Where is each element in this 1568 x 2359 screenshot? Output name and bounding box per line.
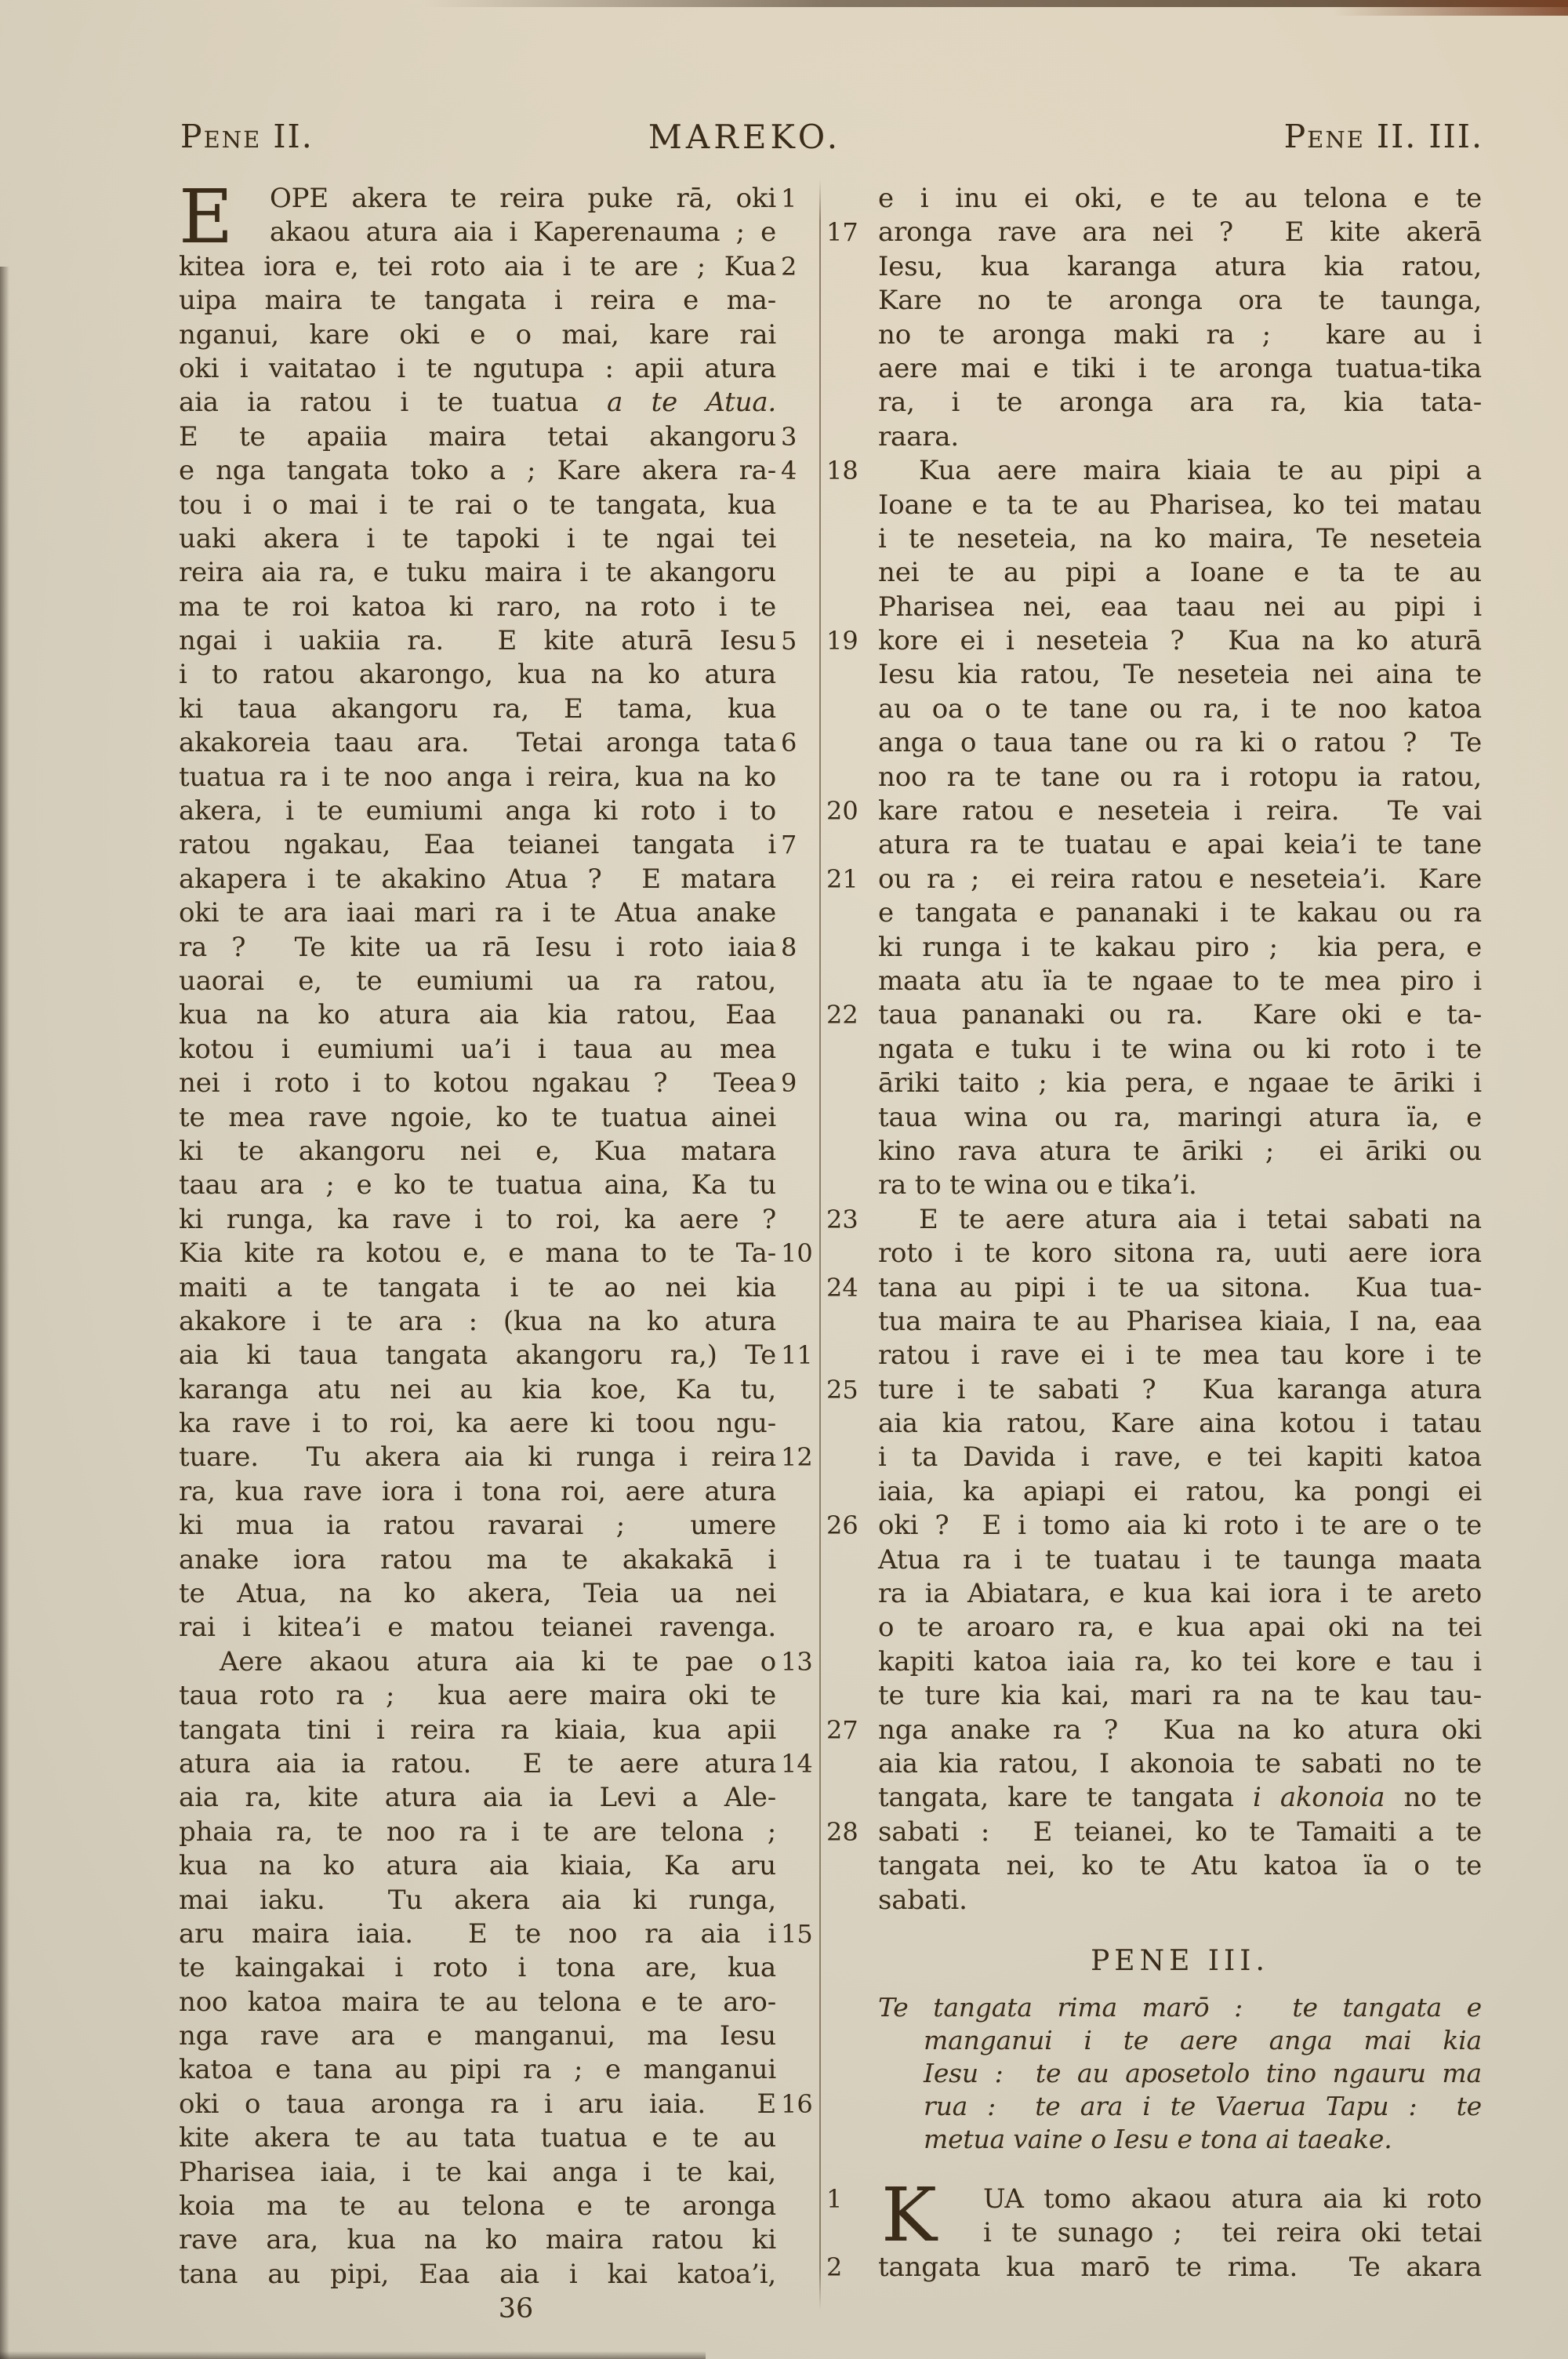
text-line bbox=[179, 726, 797, 760]
text-line bbox=[179, 489, 776, 522]
verse-number: 18 bbox=[826, 456, 858, 486]
text-line bbox=[878, 489, 1482, 522]
body-text: aere mai e tiki i te aronga tuatua-tika bbox=[878, 352, 1482, 384]
body-text: nganui, kare oki e o mai, kare rai bbox=[179, 318, 776, 351]
body-text: akera, i te eumiumi anga ki roto i to bbox=[179, 795, 776, 827]
body-text: i to ratou akarongo, kua na ko atura bbox=[179, 659, 776, 691]
verse-number: 26 bbox=[826, 1510, 858, 1541]
body-text: aia kia ratou, Kare aina kotou i tatau bbox=[878, 1408, 1482, 1440]
body-text: ra, kua rave iora i tona roi, aere atura bbox=[179, 1475, 776, 1507]
body-text: e i inu ei oki, e te au telona e te bbox=[878, 183, 1482, 214]
text-line bbox=[179, 1986, 776, 2019]
text-line bbox=[878, 1884, 1482, 1917]
italic-text: a te Atua. bbox=[607, 387, 777, 419]
body-text: ou ra ; ei reira ratou e neseteia’i. Kare bbox=[878, 863, 1482, 895]
body-text: ka rave i to roi, ka aere ki toou ngu- bbox=[179, 1408, 776, 1440]
running-head-title: MAREKO. bbox=[648, 118, 842, 156]
text-line bbox=[179, 1475, 776, 1509]
body-text: aia ki taua tangata akangoru ra,) Te bbox=[179, 1339, 776, 1372]
text-line bbox=[179, 1849, 776, 1883]
body-text: oki ? E i tomo aia ki roto i te are o te bbox=[878, 1510, 1482, 1542]
body-text: Atua ra i te tuatau i te taunga maata bbox=[878, 1543, 1482, 1576]
body-text: kare ratou e neseteia i reira. Te vai bbox=[878, 795, 1482, 827]
body-text: kua na ko atura aia kiaia, Ka aru bbox=[179, 1850, 776, 1882]
body-text: ra, i te aronga ara ra, kia tata- bbox=[878, 387, 1482, 419]
italic-text: i akonoia bbox=[1252, 1782, 1385, 1814]
photo-edge-bottom bbox=[0, 2351, 706, 2359]
body-text: kore ei i neseteia ? Kua na ko aturā bbox=[878, 625, 1482, 657]
text-line bbox=[179, 1611, 776, 1645]
body-text: kua na ko atura aia kia ratou, Eaa bbox=[179, 999, 776, 1031]
body-text: e nga tangata toko a ; Kare akera ra- bbox=[179, 455, 776, 487]
body-text: rai i kitea’i e matou teianei ravenga. bbox=[179, 1612, 776, 1644]
body-text: akakore i te ara : (kua na ko atura bbox=[179, 1305, 776, 1337]
text-line bbox=[179, 1781, 776, 1815]
text-line bbox=[878, 2216, 1482, 2250]
body-text: Kua aere maira kiaia te au pipi a bbox=[919, 455, 1482, 487]
text-line bbox=[179, 318, 776, 352]
body-text: aronga rave ara nei ? E kite akerā bbox=[878, 216, 1482, 249]
text-line bbox=[878, 591, 1482, 624]
body-text: mai iaku. Tu akera aia ki runga, bbox=[179, 1884, 776, 1916]
verse-number: 23 bbox=[826, 1204, 858, 1234]
text-line bbox=[179, 1884, 776, 1917]
text-line bbox=[826, 2251, 1482, 2284]
body-text: ki runga i te kakau piro ; kia pera, e bbox=[878, 931, 1482, 963]
body-text: te kaingakai i roto i tona are, kua bbox=[179, 1952, 776, 1984]
text-line bbox=[878, 1611, 1482, 1645]
body-text: anga o taua tane ou ra ki o ratou ? Te bbox=[878, 727, 1482, 759]
body-text: ki te akangoru nei e, Kua matara bbox=[179, 1135, 776, 1167]
body-text: Iesu, kua karanga atura kia ratou, bbox=[878, 250, 1482, 282]
text-line bbox=[826, 1816, 1482, 1849]
verse-number: 14 bbox=[781, 1748, 813, 1779]
body-text: OPE akera te reira puke rā, oki bbox=[270, 183, 776, 214]
body-text: tana au pipi i te ua sitona. Kua tua- bbox=[878, 1271, 1482, 1303]
body-text: anake iora ratou ma te akakakā i bbox=[179, 1543, 776, 1576]
verse-number: 17 bbox=[826, 217, 858, 248]
text-line bbox=[878, 420, 1482, 454]
body-text: i te sunago ; tei reira oki tetai bbox=[983, 2217, 1482, 2249]
text-line bbox=[878, 1407, 1482, 1441]
body-text: ra ia Abiatara, e kua kai iora i te areto bbox=[878, 1578, 1482, 1610]
text-line bbox=[878, 692, 1482, 726]
chapter-summary-line bbox=[878, 2024, 1482, 2057]
verse-number: 11 bbox=[781, 1340, 813, 1371]
body-text: akaou atura aia i Kaperenauma ; e bbox=[270, 216, 776, 249]
body-text: no te aronga maki ra ; kare au i bbox=[878, 318, 1482, 351]
text-line bbox=[179, 1373, 776, 1407]
body-text: aia ra, kite atura aia ia Levi a Ale- bbox=[179, 1782, 776, 1814]
body-text: e tangata e pananaki i te kakau ou ra bbox=[878, 897, 1482, 929]
body-text: te Atua, na ko akera, Teia ua nei bbox=[179, 1578, 776, 1610]
text-line bbox=[179, 454, 797, 488]
text-line bbox=[878, 761, 1482, 794]
text-line bbox=[179, 1543, 776, 1577]
body-text: tangata kua marō te rima. Te akara bbox=[878, 2251, 1482, 2283]
body-text: PENE III. bbox=[1091, 1944, 1269, 1977]
body-text: taau ara ; e ko te tuatua aina, Ka tu bbox=[179, 1169, 776, 1201]
text-line bbox=[179, 1237, 813, 1270]
body-text: raara. bbox=[878, 420, 959, 453]
photo-edge-corner bbox=[1333, 0, 1568, 16]
body-text: taua wina ou ra, maringi atura ïa, e bbox=[878, 1101, 1482, 1133]
chapter-summary-line bbox=[878, 1991, 1482, 2024]
text-line bbox=[878, 284, 1482, 318]
body-text: uipa maira te tangata i reira e ma- bbox=[179, 285, 776, 317]
text-line bbox=[878, 1101, 1482, 1135]
body-text: tangata, kare te tangata bbox=[878, 1782, 1253, 1814]
text-line bbox=[179, 1951, 776, 1985]
text-line bbox=[179, 591, 776, 624]
text-line bbox=[826, 1714, 1482, 1747]
body-text: taua pananaki ou ra. Kare oki e ta- bbox=[878, 999, 1482, 1031]
text-line bbox=[179, 658, 776, 692]
text-line bbox=[878, 1679, 1482, 1713]
text-line bbox=[878, 1543, 1482, 1577]
body-text: ratou i rave ei i te mea tau kore i te bbox=[878, 1339, 1482, 1372]
text-line bbox=[878, 1169, 1482, 1202]
text-line bbox=[826, 216, 1482, 249]
body-text: E te apaiia maira tetai akangoru bbox=[179, 420, 776, 453]
body-text: oki i vaitatao i te ngutupa : apii atura bbox=[179, 352, 776, 384]
body-text: kitea iora e, tei roto aia i te are ; Kua bbox=[179, 250, 776, 282]
text-line bbox=[179, 522, 776, 556]
body-text: noo katoa maira te au telona e te aro- bbox=[179, 1986, 776, 2018]
text-line bbox=[179, 761, 776, 794]
body-text: sabati. bbox=[878, 1884, 967, 1916]
body-text: nga anake ra ? Kua na ko atura oki bbox=[878, 1714, 1482, 1746]
body-text: maata atu ïa te ngaae to te mea piro i bbox=[878, 965, 1482, 997]
body-text: tuare. Tu akera aia ki runga i reira bbox=[179, 1441, 776, 1474]
body-text: tou i o mai i te rai o te tangata, kua bbox=[179, 489, 776, 521]
body-text: sabati : E teianei, ko te Tamaiti a te bbox=[878, 1816, 1482, 1848]
body-text: aia kia ratou, I akonoia te sabati no te bbox=[878, 1747, 1482, 1779]
text-line bbox=[179, 863, 776, 896]
text-line bbox=[179, 2156, 776, 2190]
text-line bbox=[826, 1509, 1482, 1543]
right-column bbox=[826, 182, 1482, 2284]
photo-edge-left bbox=[0, 267, 9, 2359]
body-text: ki mua ia ratou ravarai ; umere bbox=[179, 1510, 776, 1542]
text-line bbox=[878, 1577, 1482, 1611]
text-line bbox=[878, 556, 1482, 590]
body-text: Iesu kia ratou, Te neseteia nei aina te bbox=[878, 659, 1482, 691]
text-line bbox=[878, 828, 1482, 862]
body-text: ngata e tuku i te wina ou ki roto i te bbox=[878, 1033, 1482, 1065]
text-line bbox=[878, 931, 1482, 965]
text-line bbox=[179, 1747, 813, 1781]
verse-number: 2 bbox=[826, 2252, 843, 2282]
body-text: Iesu : te au aposetolo tino ngauru ma bbox=[924, 2057, 1482, 2088]
text-line bbox=[878, 965, 1482, 998]
text-line bbox=[179, 998, 776, 1032]
body-text: ki taua akangoru ra, E tama, kua bbox=[179, 692, 776, 725]
text-line bbox=[179, 828, 797, 862]
text-line bbox=[179, 216, 776, 249]
text-line bbox=[878, 250, 1482, 284]
text-line bbox=[179, 1816, 776, 1849]
text-line bbox=[878, 182, 1482, 216]
body-text: uaki akera i te tapoki i te ngai tei bbox=[179, 522, 776, 554]
text-line bbox=[826, 624, 1482, 658]
text-line bbox=[179, 1305, 776, 1339]
text-line bbox=[179, 2088, 813, 2121]
text-line bbox=[878, 1067, 1482, 1100]
text-line bbox=[878, 896, 1482, 930]
text-line bbox=[878, 1441, 1482, 1474]
body-text: ra to te wina ou e tika’i. bbox=[878, 1169, 1197, 1201]
text-line bbox=[878, 1747, 1482, 1781]
body-text: no te bbox=[1385, 1782, 1482, 1814]
body-text: taua roto ra ; kua aere maira oki te bbox=[179, 1680, 776, 1712]
text-line bbox=[179, 352, 776, 386]
verse-number: 25 bbox=[826, 1374, 858, 1405]
text-line bbox=[179, 1509, 776, 1543]
running-head-right: Pene II. III. bbox=[1283, 118, 1483, 155]
text-line bbox=[179, 1917, 813, 1951]
body-text: maiti a te tangata i te ao nei kia bbox=[179, 1271, 776, 1303]
text-line bbox=[179, 2223, 776, 2257]
text-line bbox=[179, 1714, 776, 1747]
body-text: kapiti katoa iaia ra, ko tei kore e tau i bbox=[878, 1645, 1482, 1677]
text-line bbox=[179, 1339, 813, 1372]
body-text: nei i roto i to kotou ngakau ? Teea bbox=[179, 1067, 776, 1100]
body-text: i ta Davida i rave, e tei kapiti katoa bbox=[878, 1441, 1482, 1474]
verse-number: 4 bbox=[781, 456, 797, 486]
body-text: ki runga, ka rave i to roi, ka aere ? bbox=[179, 1203, 776, 1235]
text-line bbox=[878, 386, 1482, 420]
text-line bbox=[878, 1781, 1482, 1815]
body-text: tua maira te au Pharisea kiaia, I na, eaa bbox=[878, 1305, 1482, 1337]
text-line bbox=[179, 2053, 776, 2087]
text-line bbox=[179, 2190, 776, 2223]
text-line bbox=[179, 1407, 776, 1441]
verse-number: 15 bbox=[781, 1918, 813, 1949]
running-head-left: Pene II. bbox=[180, 118, 314, 155]
verse-number: 3 bbox=[781, 421, 797, 452]
body-text: E te aere atura aia i tetai sabati na bbox=[919, 1203, 1482, 1235]
body-text: manganui i te aere anga mai kia bbox=[924, 2024, 1482, 2055]
body-text: koia ma te au telona e te aronga bbox=[179, 2190, 776, 2223]
verse-number: 21 bbox=[826, 863, 858, 894]
verse-number: 24 bbox=[826, 1272, 858, 1303]
text-line bbox=[179, 692, 776, 726]
text-line bbox=[878, 658, 1482, 692]
text-line bbox=[179, 1101, 776, 1135]
body-text: ture i te sabati ? Kua karanga atura bbox=[878, 1373, 1482, 1405]
body-text: Kia kite ra kotou e, e mana to te Ta- bbox=[179, 1238, 776, 1270]
body-text: rua : te ara i te Vaerua Tapu : te bbox=[924, 2090, 1482, 2121]
text-line bbox=[878, 1305, 1482, 1339]
text-line bbox=[826, 863, 1482, 896]
drop-cap: K bbox=[881, 2172, 937, 2259]
body-text: uaorai e, te eumiumi ua ra ratou, bbox=[179, 965, 776, 997]
body-text: akakoreia taau ara. Tetai aronga tata bbox=[179, 727, 776, 759]
text-line bbox=[179, 896, 776, 930]
text-line bbox=[826, 998, 1482, 1032]
body-text: tuatua ra i te noo anga i reira, kua na ko bbox=[179, 761, 776, 793]
verse-number: 1 bbox=[781, 184, 797, 213]
body-text: oki o taua aronga ra i aru iaia. E bbox=[179, 2088, 776, 2120]
text-line bbox=[826, 1271, 1482, 1305]
verse-number: 9 bbox=[781, 1068, 797, 1099]
text-line bbox=[878, 352, 1482, 386]
verse-number: 27 bbox=[826, 1714, 858, 1745]
body-text: metua vaine o Iesu e tona ai taeake. bbox=[924, 2123, 1392, 2154]
text-line bbox=[179, 386, 776, 420]
text-line bbox=[179, 250, 797, 284]
body-text: i te neseteia, na ko maira, Te neseteia bbox=[878, 522, 1482, 554]
body-text: Kare no te aronga ora te taunga, bbox=[878, 285, 1482, 317]
body-text: Pharisea iaia, i te kai anga i te kai, bbox=[179, 2156, 776, 2188]
body-text: āriki taito ; kia pera, e ngaae te āriki i bbox=[878, 1067, 1482, 1100]
verse-number: 19 bbox=[826, 626, 858, 656]
verse-number: 2 bbox=[781, 251, 797, 282]
verse-number: 22 bbox=[826, 1000, 858, 1030]
text-line bbox=[878, 1135, 1482, 1169]
body-text: oki te ara iaai mari ra i te Atua anake bbox=[179, 897, 776, 929]
body-text: aru maira iaia. E te noo ra aia i bbox=[179, 1917, 776, 1950]
body-text: ra ? Te kite ua rā Iesu i roto iaia bbox=[179, 931, 776, 963]
verse-number: 20 bbox=[826, 796, 858, 827]
body-text: UA tomo akaou atura aia ki roto bbox=[983, 2183, 1482, 2215]
text-line bbox=[179, 624, 797, 658]
verse-number: 5 bbox=[781, 626, 797, 656]
verse-number: 8 bbox=[781, 932, 797, 962]
body-text: karanga atu nei au kia koe, Ka tu, bbox=[179, 1373, 776, 1405]
text-line bbox=[179, 1577, 776, 1611]
left-column bbox=[179, 174, 813, 2292]
text-line bbox=[826, 794, 1482, 828]
text-line bbox=[878, 318, 1482, 352]
body-text: tangata nei, ko te Atu katoa ïa o te bbox=[878, 1850, 1482, 1882]
text-line bbox=[179, 1441, 813, 1474]
chapter-summary-line bbox=[878, 2123, 1482, 2156]
text-line bbox=[878, 1339, 1482, 1372]
body-text: reira aia ra, e tuku maira i te akangoru bbox=[179, 557, 776, 589]
body-text: Pharisea nei, eaa taau nei au pipi i bbox=[878, 591, 1482, 623]
chapter-summary-line bbox=[878, 2090, 1482, 2123]
text-line bbox=[179, 1169, 776, 1202]
body-text: iaia, ka apiapi ei ratou, ka pongi ei bbox=[878, 1475, 1482, 1507]
body-text: ma te roi katoa ki raro, na roto i te bbox=[179, 591, 776, 623]
body-text: katoa e tana au pipi ra ; e manganui bbox=[179, 2054, 776, 2086]
body-text: noo ra te tane ou ra i rotopu ia ratou, bbox=[878, 761, 1482, 793]
text-line bbox=[179, 2019, 776, 2053]
text-line bbox=[826, 1203, 1482, 1237]
text-line bbox=[826, 454, 1482, 488]
photo-edge-top bbox=[423, 0, 1568, 7]
verse-number: 13 bbox=[781, 1646, 813, 1677]
text-line bbox=[179, 1679, 776, 1713]
text-line bbox=[179, 2258, 776, 2292]
body-text: te mea rave ngoie, ko te tuatua ainei bbox=[179, 1101, 776, 1133]
text-line bbox=[179, 1271, 776, 1305]
text-line bbox=[179, 1203, 776, 1237]
body-text: nga rave ara e manganui, ma Iesu bbox=[179, 2020, 776, 2052]
body-text: tana au pipi, Eaa aia i kai katoa’i, bbox=[179, 2258, 776, 2290]
page-number: 36 bbox=[498, 2293, 534, 2324]
text-line bbox=[878, 726, 1482, 760]
body-text: nei te au pipi a Ioane e ta te au bbox=[878, 557, 1482, 589]
body-text: Ioane e ta te au Pharisea, ko tei matau bbox=[878, 489, 1482, 521]
body-text: kino rava atura te āriki ; ei āriki ou bbox=[878, 1135, 1482, 1167]
body-text: phaia ra, te noo ra i te are telona ; bbox=[179, 1816, 776, 1848]
text-line bbox=[826, 1373, 1482, 1407]
verse-number: 12 bbox=[781, 1442, 813, 1473]
verse-number: 10 bbox=[781, 1238, 813, 1269]
body-text: atura aia ia ratou. E te aere atura bbox=[179, 1747, 776, 1779]
body-text: ratou ngakau, Eaa teianei tangata i bbox=[179, 829, 776, 861]
text-line bbox=[179, 1033, 776, 1067]
body-text: rave ara, kua na ko maira ratou ki bbox=[179, 2224, 776, 2256]
body-text: tangata tini i reira ra kiaia, kua apii bbox=[179, 1714, 776, 1746]
text-line bbox=[179, 1067, 797, 1100]
text-line bbox=[179, 420, 797, 454]
body-text: aia ia ratou i te tuatua bbox=[179, 387, 608, 419]
body-text: kite akera te au tata tuatua e te au bbox=[179, 2122, 776, 2154]
text-line bbox=[878, 1645, 1482, 1679]
drop-cap: E bbox=[179, 174, 234, 260]
text-line bbox=[878, 1237, 1482, 1270]
text-line bbox=[179, 965, 776, 998]
body-text: roto i te koro sitona ra, uuti aere iora bbox=[878, 1238, 1482, 1270]
text-line bbox=[878, 1033, 1482, 1067]
text-line bbox=[179, 931, 797, 965]
body-text: Aere akaou atura aia ki te pae o bbox=[220, 1645, 776, 1677]
body-text: o te aroaro ra, e kua apai oki na tei bbox=[878, 1612, 1482, 1644]
verse-number: 1 bbox=[826, 2183, 843, 2214]
text-line bbox=[179, 1645, 813, 1679]
body-text: te ture kia kai, mari ra na te kau tau- bbox=[878, 1680, 1482, 1712]
text-line bbox=[179, 1135, 776, 1169]
verse-number: 16 bbox=[781, 2088, 813, 2119]
text-line bbox=[878, 1849, 1482, 1883]
text-line bbox=[179, 556, 776, 590]
verse-number: 28 bbox=[826, 1816, 858, 1847]
body-text: kotou i eumiumi ua’i i taua au mea bbox=[179, 1033, 776, 1065]
body-text: atura ra te tuatau e apai keia’i te tane bbox=[878, 829, 1482, 861]
chapter-heading bbox=[878, 1944, 1482, 1979]
chapter-summary-line bbox=[878, 2057, 1482, 2090]
body-text: ngai i uakiia ra. E kite aturā Iesu bbox=[179, 625, 776, 657]
text-line bbox=[878, 1475, 1482, 1509]
text-line bbox=[179, 794, 776, 828]
text-line bbox=[179, 2121, 776, 2155]
body-text: au oa o te tane ou ra, i te noo katoa bbox=[878, 692, 1482, 725]
body-text: akapera i te akakino Atua ? E matara bbox=[179, 863, 776, 895]
verse-number: 7 bbox=[781, 830, 797, 860]
verse-number: 6 bbox=[781, 728, 797, 758]
text-line bbox=[878, 522, 1482, 556]
text-line bbox=[179, 284, 776, 318]
body-text: Te tangata rima marō : te tangata e bbox=[878, 1991, 1482, 2023]
